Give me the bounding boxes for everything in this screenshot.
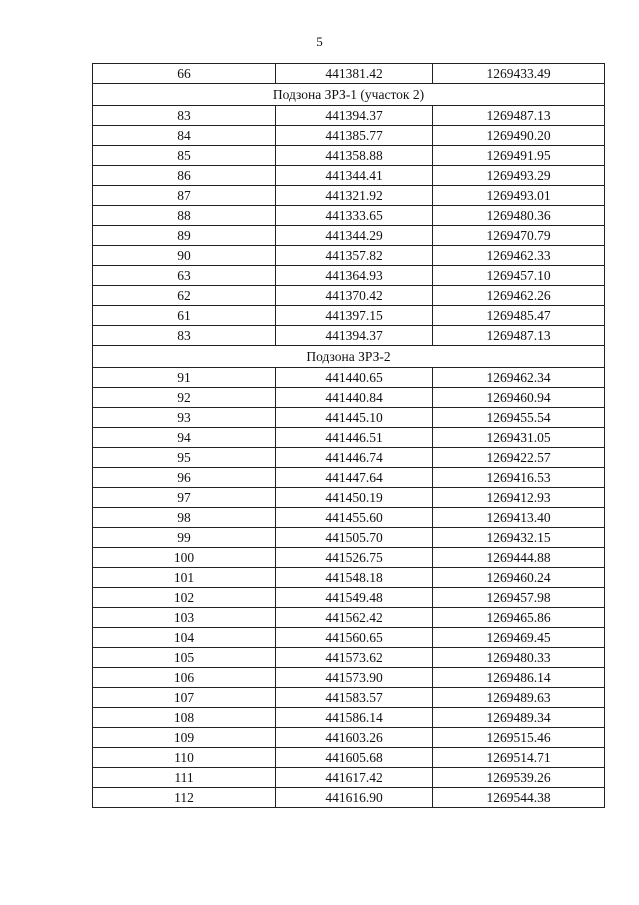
x-coordinate-cell: 441445.10 (276, 408, 433, 428)
point-number-cell: 102 (93, 588, 276, 608)
table-row (93, 388, 605, 408)
y-coordinate-cell: 1269480.36 (433, 206, 605, 226)
x-coordinate-cell: 441370.42 (276, 286, 433, 306)
section-header-row (93, 346, 605, 368)
x-coordinate-cell: 441573.62 (276, 648, 433, 668)
y-coordinate-cell: 1269460.24 (433, 568, 605, 588)
table-row (93, 106, 605, 126)
x-coordinate-cell: 441385.77 (276, 126, 433, 146)
table-row (93, 708, 605, 728)
table-row (93, 246, 605, 266)
point-number-cell: 62 (93, 286, 276, 306)
point-number-cell: 92 (93, 388, 276, 408)
point-number-cell: 111 (93, 768, 276, 788)
y-coordinate-cell: 1269462.33 (433, 246, 605, 266)
point-number-cell: 85 (93, 146, 276, 166)
x-coordinate-cell: 441446.51 (276, 428, 433, 448)
table-row (93, 368, 605, 388)
x-coordinate-cell: 441562.42 (276, 608, 433, 628)
y-coordinate-cell: 1269457.10 (433, 266, 605, 286)
table-row (93, 668, 605, 688)
table-row (93, 568, 605, 588)
x-coordinate-cell: 441397.15 (276, 306, 433, 326)
x-coordinate-cell: 441605.68 (276, 748, 433, 768)
table-row (93, 186, 605, 206)
point-number-cell: 99 (93, 528, 276, 548)
table-row (93, 64, 605, 84)
table-row (93, 126, 605, 146)
point-number-cell: 88 (93, 206, 276, 226)
x-coordinate-cell: 441333.65 (276, 206, 433, 226)
y-coordinate-cell: 1269515.46 (433, 728, 605, 748)
y-coordinate-cell: 1269487.13 (433, 106, 605, 126)
y-coordinate-cell: 1269433.49 (433, 64, 605, 84)
table-row (93, 648, 605, 668)
x-coordinate-cell: 441381.42 (276, 64, 433, 84)
y-coordinate-cell: 1269489.63 (433, 688, 605, 708)
table-row (93, 508, 605, 528)
y-coordinate-cell: 1269493.29 (433, 166, 605, 186)
x-coordinate-cell: 441455.60 (276, 508, 433, 528)
point-number-cell: 112 (93, 788, 276, 808)
y-coordinate-cell: 1269432.15 (433, 528, 605, 548)
y-coordinate-cell: 1269544.38 (433, 788, 605, 808)
table-row (93, 488, 605, 508)
point-number-cell: 86 (93, 166, 276, 186)
point-number-cell: 104 (93, 628, 276, 648)
point-number-cell: 100 (93, 548, 276, 568)
section-header-label: Подзона ЗРЗ-2 (93, 346, 605, 368)
x-coordinate-cell: 441603.26 (276, 728, 433, 748)
y-coordinate-cell: 1269413.40 (433, 508, 605, 528)
point-number-cell: 109 (93, 728, 276, 748)
y-coordinate-cell: 1269487.13 (433, 326, 605, 346)
table-row (93, 748, 605, 768)
y-coordinate-cell: 1269462.26 (433, 286, 605, 306)
table-row (93, 608, 605, 628)
section-header-label: Подзона ЗРЗ-1 (участок 2) (93, 84, 605, 106)
table-row (93, 206, 605, 226)
point-number-cell: 91 (93, 368, 276, 388)
table-row (93, 588, 605, 608)
x-coordinate-cell: 441357.82 (276, 246, 433, 266)
point-number-cell: 66 (93, 64, 276, 84)
x-coordinate-cell: 441358.88 (276, 146, 433, 166)
y-coordinate-cell: 1269455.54 (433, 408, 605, 428)
y-coordinate-cell: 1269491.95 (433, 146, 605, 166)
x-coordinate-cell: 441617.42 (276, 768, 433, 788)
x-coordinate-cell: 441548.18 (276, 568, 433, 588)
table-row (93, 266, 605, 286)
point-number-cell: 84 (93, 126, 276, 146)
x-coordinate-cell: 441549.48 (276, 588, 433, 608)
table-row (93, 548, 605, 568)
y-coordinate-cell: 1269485.47 (433, 306, 605, 326)
table-row (93, 628, 605, 648)
x-coordinate-cell: 441344.41 (276, 166, 433, 186)
table-row (93, 468, 605, 488)
x-coordinate-cell: 441394.37 (276, 326, 433, 346)
point-number-cell: 110 (93, 748, 276, 768)
table-row (93, 306, 605, 326)
point-number-cell: 89 (93, 226, 276, 246)
point-number-cell: 83 (93, 326, 276, 346)
y-coordinate-cell: 1269431.05 (433, 428, 605, 448)
x-coordinate-cell: 441440.65 (276, 368, 433, 388)
table-row (93, 146, 605, 166)
coordinates-table (92, 63, 605, 808)
x-coordinate-cell: 441526.75 (276, 548, 433, 568)
x-coordinate-cell: 441394.37 (276, 106, 433, 126)
y-coordinate-cell: 1269490.20 (433, 126, 605, 146)
x-coordinate-cell: 441344.29 (276, 226, 433, 246)
table-row (93, 428, 605, 448)
x-coordinate-cell: 441583.57 (276, 688, 433, 708)
point-number-cell: 87 (93, 186, 276, 206)
x-coordinate-cell: 441450.19 (276, 488, 433, 508)
coordinates-table-body (93, 64, 605, 808)
table-row (93, 226, 605, 246)
point-number-cell: 94 (93, 428, 276, 448)
y-coordinate-cell: 1269457.98 (433, 588, 605, 608)
x-coordinate-cell: 441321.92 (276, 186, 433, 206)
x-coordinate-cell: 441505.70 (276, 528, 433, 548)
point-number-cell: 95 (93, 448, 276, 468)
y-coordinate-cell: 1269470.79 (433, 226, 605, 246)
point-number-cell: 63 (93, 266, 276, 286)
table-row (93, 408, 605, 428)
point-number-cell: 61 (93, 306, 276, 326)
x-coordinate-cell: 441560.65 (276, 628, 433, 648)
page-number: 5 (316, 34, 323, 49)
y-coordinate-cell: 1269469.45 (433, 628, 605, 648)
table-row (93, 166, 605, 186)
point-number-cell: 101 (93, 568, 276, 588)
point-number-cell: 105 (93, 648, 276, 668)
table-row (93, 788, 605, 808)
y-coordinate-cell: 1269422.57 (433, 448, 605, 468)
point-number-cell: 106 (93, 668, 276, 688)
point-number-cell: 96 (93, 468, 276, 488)
point-number-cell: 98 (93, 508, 276, 528)
y-coordinate-cell: 1269465.86 (433, 608, 605, 628)
x-coordinate-cell: 441616.90 (276, 788, 433, 808)
point-number-cell: 107 (93, 688, 276, 708)
y-coordinate-cell: 1269460.94 (433, 388, 605, 408)
x-coordinate-cell: 441447.64 (276, 468, 433, 488)
table-row (93, 768, 605, 788)
y-coordinate-cell: 1269480.33 (433, 648, 605, 668)
x-coordinate-cell: 441446.74 (276, 448, 433, 468)
y-coordinate-cell: 1269486.14 (433, 668, 605, 688)
point-number-cell: 103 (93, 608, 276, 628)
x-coordinate-cell: 441364.93 (276, 266, 433, 286)
y-coordinate-cell: 1269412.93 (433, 488, 605, 508)
table-row (93, 688, 605, 708)
y-coordinate-cell: 1269514.71 (433, 748, 605, 768)
point-number-cell: 90 (93, 246, 276, 266)
x-coordinate-cell: 441573.90 (276, 668, 433, 688)
table-row (93, 326, 605, 346)
y-coordinate-cell: 1269462.34 (433, 368, 605, 388)
table-row (93, 448, 605, 468)
point-number-cell: 93 (93, 408, 276, 428)
section-header-row (93, 84, 605, 106)
x-coordinate-cell: 441440.84 (276, 388, 433, 408)
table-row (93, 528, 605, 548)
y-coordinate-cell: 1269539.26 (433, 768, 605, 788)
x-coordinate-cell: 441586.14 (276, 708, 433, 728)
y-coordinate-cell: 1269444.88 (433, 548, 605, 568)
point-number-cell: 108 (93, 708, 276, 728)
table-row (93, 286, 605, 306)
point-number-cell: 97 (93, 488, 276, 508)
y-coordinate-cell: 1269416.53 (433, 468, 605, 488)
table-row (93, 728, 605, 748)
y-coordinate-cell: 1269489.34 (433, 708, 605, 728)
point-number-cell: 83 (93, 106, 276, 126)
y-coordinate-cell: 1269493.01 (433, 186, 605, 206)
